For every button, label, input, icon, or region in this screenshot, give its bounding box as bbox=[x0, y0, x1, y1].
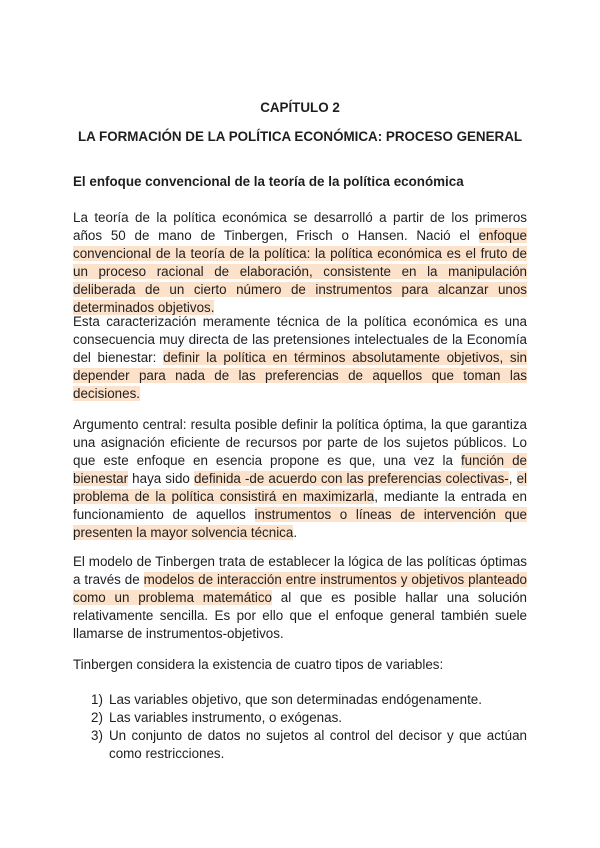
text-span: al que es posible hallar una solución relativamente sencilla. Es por ello que el enfoque general también suele llamarse de instrumentos-objetivos. bbox=[73, 590, 527, 641]
text-span: . bbox=[293, 525, 298, 540]
list-item bbox=[91, 727, 527, 763]
text-span: Argumento central: resulta posible definir la política óptima, la que garantiza una asignación eficiente de recursos por parte de los sujetos públicos. Lo que este enfoque en esencia propone es que, una vez la bbox=[73, 417, 527, 468]
list-item bbox=[91, 709, 527, 727]
text-span: haya sido bbox=[128, 471, 194, 486]
list-number: 1) bbox=[91, 692, 103, 707]
chapter-title: LA FORMACIÓN DE LA POLÍTICA ECONÓMICA: PROCESO GENERAL bbox=[77, 129, 523, 144]
text-span: Esta caracterización meramente técnica de la política económica es una consecuencia muy directa de las pretensiones intelectuales de la Economía del bienestar: bbox=[73, 314, 527, 365]
highlight-span: definida -de acuerdo con las preferencias colectivas- bbox=[193, 471, 509, 486]
chapter-label: CAPÍTULO 2 bbox=[260, 100, 340, 115]
paragraph-central-argument bbox=[73, 416, 527, 542]
section-heading: El enfoque convencional de la teoría de la política económica bbox=[73, 174, 464, 189]
list-item-text: Las variables instrumento, o exógenas. bbox=[109, 710, 342, 725]
highlight-span: el problema de la política consistirá en maximizarla bbox=[73, 471, 527, 504]
highlight-span: definir la política en términos absolutamente objetivos, sin depender para nada de las preferencias de aquellos que toman las decisiones. bbox=[73, 350, 527, 401]
list-number: 2) bbox=[91, 710, 103, 725]
text-span: La teoría de la política económica se desarrolló a partir de los primeros años 50 de mano de Tinbergen, Frisch o Hansen. Nació el bbox=[73, 210, 527, 243]
highlight-span: función de bienestar bbox=[73, 453, 528, 486]
list-item-text: Las variables objetivo, que son determinadas endógenamente. bbox=[109, 692, 482, 707]
highlight-span: instrumentos o líneas de intervención que presenten la mayor solvencia técnica bbox=[73, 507, 527, 540]
text-span: , bbox=[508, 471, 517, 486]
paragraph-intro bbox=[73, 209, 527, 317]
paragraph-characterization bbox=[73, 313, 527, 403]
text-span: , mediante la entrada en funcionamiento de aquellos bbox=[73, 489, 527, 522]
highlight-span: modelos de interacción entre instrumentos y objetivos planteado como un problema matemático bbox=[73, 572, 528, 605]
highlight-span: enfoque convencional de la teoría de la política: la política económica es el fruto de un proceso racional de elaboración, consistente en la manipulación deliberada de un cierto número de instrumentos para alcanzar unos determinados objetivos. bbox=[73, 228, 527, 315]
list-item-text: Un conjunto de datos no sujetos al control del decisor y que actúan como restricciones. bbox=[109, 728, 527, 761]
text-span: El modelo de Tinbergen trata de establecer la lógica de las políticas óptimas a través de bbox=[73, 554, 527, 587]
paragraph-variables-intro: Tinbergen considera la existencia de cuatro tipos de variables: bbox=[73, 657, 444, 672]
paragraph-tinbergen-model bbox=[73, 553, 527, 643]
list-item bbox=[91, 691, 527, 709]
list-number: 3) bbox=[91, 728, 103, 743]
variables-list bbox=[91, 691, 527, 763]
